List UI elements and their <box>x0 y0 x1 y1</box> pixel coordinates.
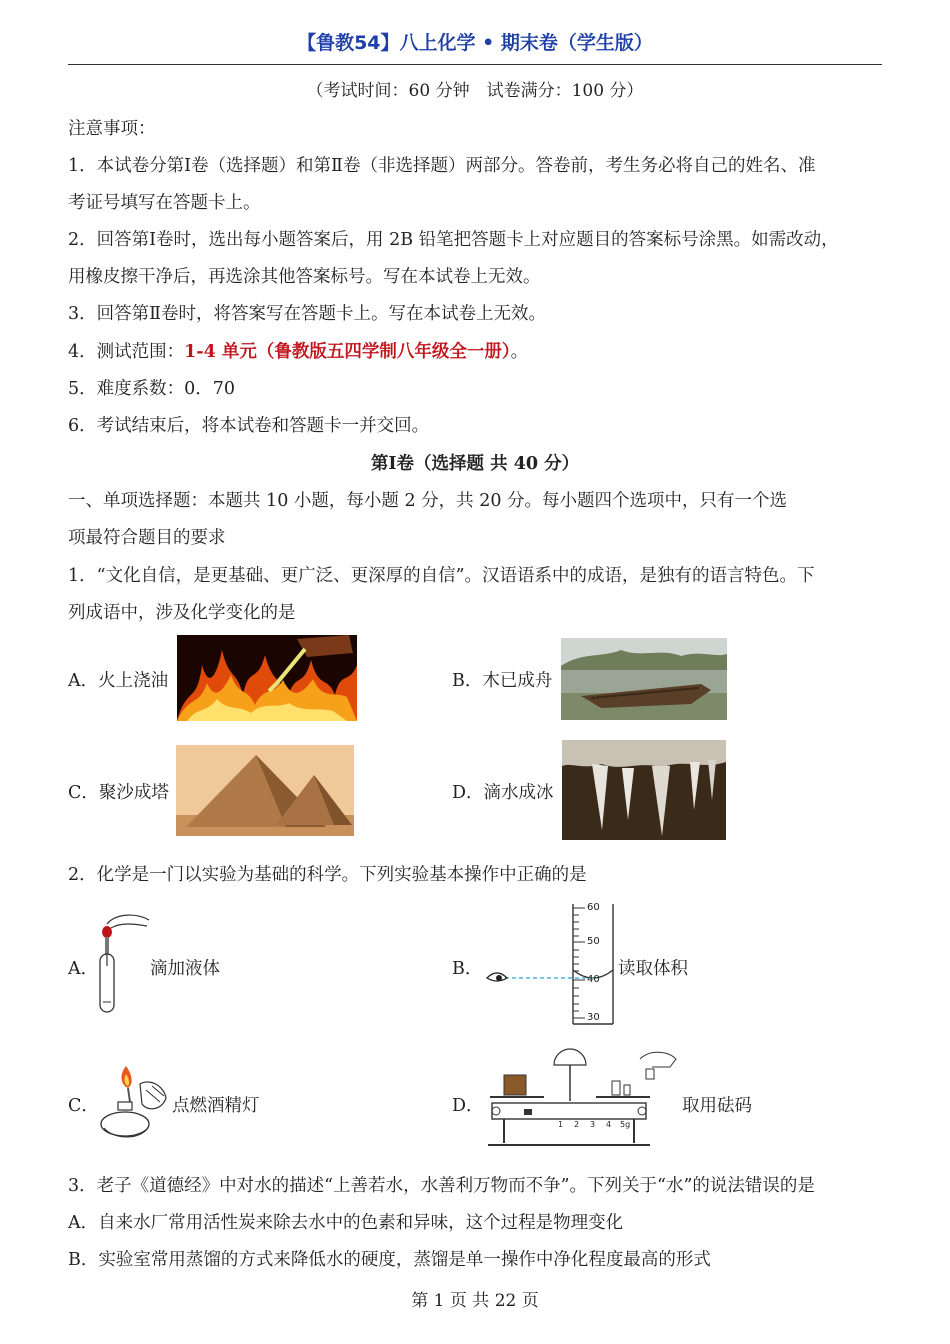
cylinder-tick-60: 60 <box>587 902 600 913</box>
note-3: 3．回答第Ⅱ卷时，将答案写在答题卡上。写在本试卷上无效。 <box>68 304 547 324</box>
q2-option-a-text: 滴加液体 <box>150 959 220 979</box>
cylinder-tick-40: 40 <box>587 974 600 985</box>
q3-option-a: A．自来水厂常用活性炭来除去水中的色素和异味，这个过程是物理变化 <box>68 1213 624 1233</box>
balance-scale-mark-5g: 5g <box>620 1120 631 1129</box>
section-1-instructions-line-2: 项最符合题目的要求 <box>68 528 226 548</box>
q2-option-a-letter: A． <box>68 959 99 979</box>
q1-option-b: B．木已成舟 <box>452 671 553 691</box>
balance-scale-mark-4: 4 <box>606 1120 612 1129</box>
note-2-line-1: 2．回答第Ⅰ卷时，选出每小题答案后，用 2B 铅笔把答题卡上对应题目的答案标号涂黑。如需改动， <box>68 230 839 250</box>
q1-option-c: C．聚沙成塔 <box>68 783 169 803</box>
graduated-cylinder-illustration <box>485 898 620 1028</box>
note-2-line-2: 用橡皮擦干净后，再选涂其他答案标号。写在本试卷上无效。 <box>68 267 541 287</box>
q3-option-b: B．实验室常用蒸馏的方式来降低水的硬度，蒸馏是单一操作中净化程度最高的形式 <box>68 1250 711 1270</box>
balance-scale-mark-2: 2 <box>574 1120 580 1129</box>
balance-scale-mark-1: 1 <box>558 1120 564 1129</box>
page-number: 第 1 页 共 22 页 <box>411 1291 539 1311</box>
q2-stem: 2．化学是一门以实验为基础的科学。下列实验基本操作中正确的是 <box>68 865 587 885</box>
q1-option-d: D．滴水成冰 <box>452 783 554 803</box>
q1-option-a: A．火上浇油 <box>68 671 169 691</box>
balance-scale-illustration <box>484 1045 684 1157</box>
notes-heading: 注意事项： <box>68 119 156 139</box>
note-4-prefix: 4．测试范围： <box>68 342 185 362</box>
note-1-line-1: 1．本试卷分第Ⅰ卷（选择题）和第Ⅱ卷（非选择题）两部分。答卷前，考生务必将自己的姓名、准 <box>68 156 816 176</box>
test-scope: 1-4 单元（鲁教版五四学制八年级全一册） <box>184 342 511 362</box>
dropper-tube-illustration <box>95 910 155 1020</box>
section-1-heading: 第Ⅰ卷（选择题 共 40 分） <box>370 454 580 474</box>
icicles-photo <box>562 740 726 840</box>
title-divider <box>68 64 882 65</box>
note-5: 5．难度系数：0．70 <box>68 379 236 399</box>
cylinder-tick-30: 30 <box>587 1012 600 1023</box>
q2-option-c-text: 点燃酒精灯 <box>172 1096 260 1116</box>
q2-option-d-text: 取用砝码 <box>682 1096 752 1116</box>
q1-stem-line-1: 1．“文化自信，是更基础、更广泛、更深厚的自信”。汉语语系中的成语，是独有的语言特色。下 <box>68 566 815 586</box>
section-1-instructions-line-1: 一、单项选择题：本题共 10 小题，每小题 2 分，共 20 分。每小题四个选项中，只有一个选 <box>68 491 788 511</box>
q2-option-b-text: 读取体积 <box>618 959 688 979</box>
note-4-suffix: 。 <box>510 342 529 362</box>
wooden-boat-photo <box>561 638 727 720</box>
pyramids-photo <box>176 745 354 836</box>
q3-stem: 3．老子《道德经》中对水的描述“上善若水，水善利万物而不争”。下列关于“水”的说法错误的是 <box>68 1176 815 1196</box>
page-title: 【鲁教54】八上化学 • 期末卷（学生版） <box>297 32 653 54</box>
alcohol-lamp-illustration <box>96 1058 174 1142</box>
fire-oil-photo <box>177 635 357 721</box>
note-4 <box>68 338 528 363</box>
balance-scale-mark-3: 3 <box>590 1120 596 1129</box>
q1-stem-line-2: 列成语中，涉及化学变化的是 <box>68 603 296 623</box>
cylinder-tick-50: 50 <box>587 936 600 947</box>
exam-info: （考试时间：60 分钟 试卷满分：100 分） <box>306 81 644 101</box>
note-1-line-2: 考证号填写在答题卡上。 <box>68 193 261 213</box>
q2-option-c-letter: C． <box>68 1096 99 1116</box>
note-6: 6．考试结束后，将本试卷和答题卡一并交回。 <box>68 416 430 436</box>
q2-option-b-letter: B． <box>452 959 483 979</box>
q2-option-d-letter: D． <box>452 1096 484 1116</box>
